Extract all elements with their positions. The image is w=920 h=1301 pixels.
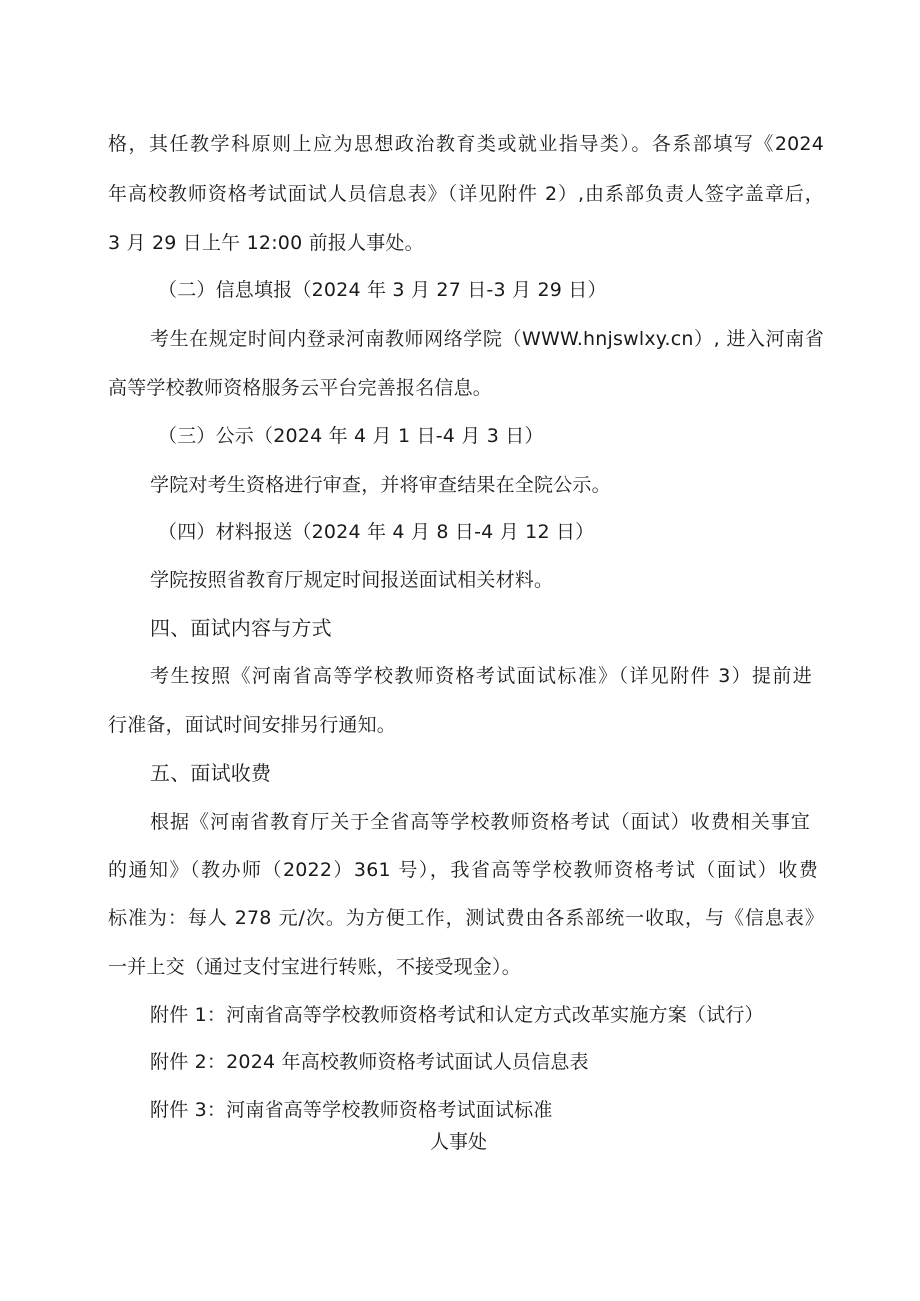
attachment-1: 附件 1：河南省高等学校教师资格考试和认定方式改革实施方案（试行） (150, 1004, 764, 1026)
paragraph-line: 高等学校教师资格服务云平台完善报名信息。 (108, 377, 493, 399)
paragraph-line: 行准备，面试时间安排另行通知。 (108, 714, 397, 736)
paragraph-line: 年高校教师资格考试面试人员信息表》（详见附件 2）,由系部负责人签字盖章后， (108, 183, 824, 205)
paragraph-line: 考生按照《河南省高等学校教师资格考试面试标准》（详见附件 3）提前进 (150, 665, 812, 687)
paragraph-line: 学院对考生资格进行审查，并将审查结果在全院公示。 (150, 474, 611, 496)
attachment-3: 附件 3：河南省高等学校教师资格考试面试标准 (150, 1099, 553, 1121)
paragraph-line: 学院按照省教育厅规定时间报送面试相关材料。 (150, 569, 554, 591)
paragraph-line: 考生在规定时间内登录河南教师网络学院（WWW.hnjswlxy.cn）, 进入河南省 (150, 328, 824, 350)
attachment-2: 附件 2：2024 年高校教师资格考试面试人员信息表 (150, 1051, 589, 1073)
section-title-materials: （四）材料报送（2024 年 4 月 8 日-4 月 12 日） (158, 521, 595, 543)
heading-interview-content: 四、面试内容与方式 (150, 616, 332, 640)
section-title-publicity: （三）公示（2024 年 4 月 1 日-4 月 3 日） (158, 425, 544, 447)
paragraph-line: 标准为：每人 278 元/次。为方便工作，测试费由各系部统一收取，与《信息表》 (108, 907, 824, 929)
paragraph-line: 3 月 29 日上午 12:00 前报人事处。 (108, 232, 424, 254)
paragraph-line: 格，其任教学科原则上应为思想政治教育类或就业指导类）。各系部填写《2024 (108, 133, 824, 155)
paragraph-line: 一并上交（通过支付宝进行转账，不接受现金）。 (108, 956, 521, 978)
paragraph-line: 根据《河南省教育厅关于全省高等学校教师资格考试（面试）收费相关事宜 (150, 811, 810, 833)
section-title-info-filling: （二）信息填报（2024 年 3 月 27 日-3 月 29 日） (158, 279, 607, 301)
heading-interview-fee: 五、面试收费 (150, 761, 272, 785)
signature-hr-office: 人事处 (430, 1131, 488, 1153)
paragraph-line: 的通知》（教办师（2022）361 号），我省高等学校教师资格考试（面试）收费 (108, 859, 818, 881)
